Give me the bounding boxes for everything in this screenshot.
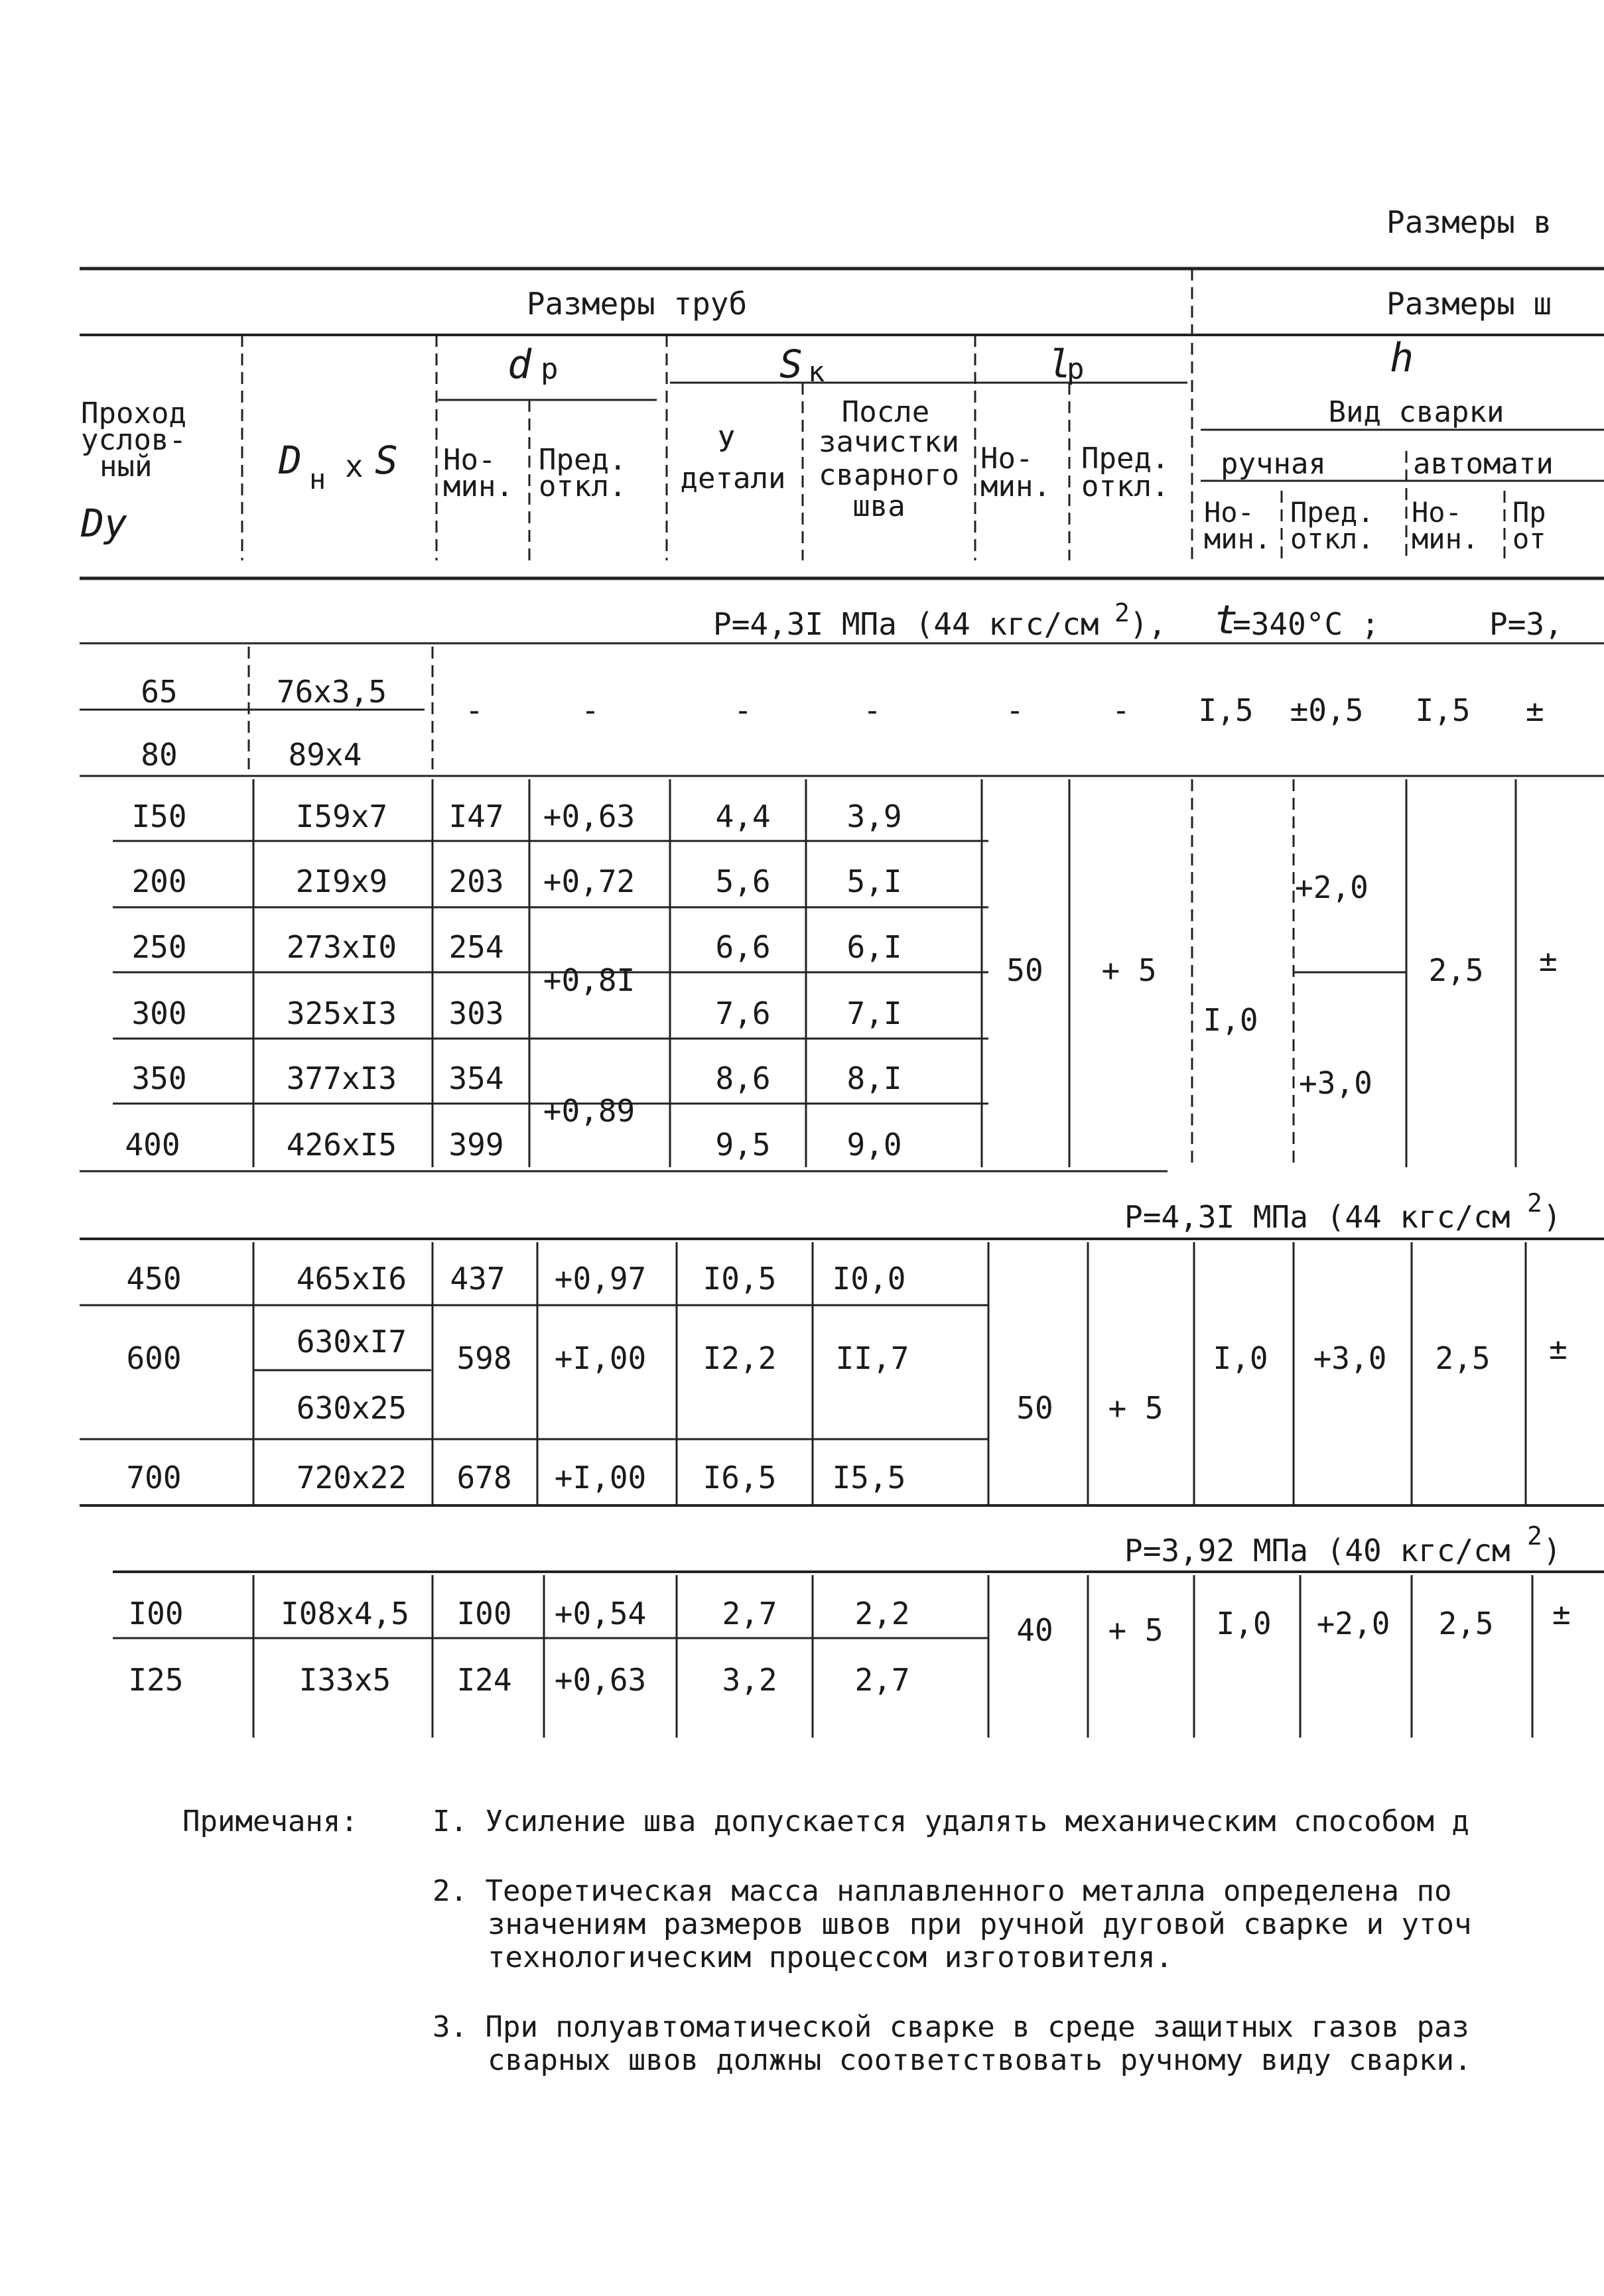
h-auto-nom-1-5: I,5 bbox=[1415, 692, 1471, 728]
s3-lp-pred-5: + 5 bbox=[1108, 1612, 1164, 1648]
dy-350: 350 bbox=[131, 1060, 187, 1096]
dn-108x4-5: I08x4,5 bbox=[281, 1596, 409, 1631]
s2-h-auto-nom-2-5: 2,5 bbox=[1435, 1340, 1491, 1376]
section2-sup: 2 bbox=[1527, 1188, 1542, 1218]
dy-200: 200 bbox=[131, 863, 187, 899]
section3-sup: 2 bbox=[1527, 1521, 1542, 1551]
dp-pred-dash: - bbox=[581, 692, 600, 728]
dy-250: 250 bbox=[131, 929, 187, 965]
col-dn-sub: н bbox=[309, 463, 326, 495]
dn-219x9: 2I9x9 bbox=[295, 863, 388, 899]
lp-nom-dash: - bbox=[1006, 692, 1024, 728]
h-auto-pred-l2: от bbox=[1512, 523, 1546, 555]
pred-0-54: +0,54 bbox=[554, 1596, 647, 1631]
dy-400: 400 bbox=[125, 1127, 180, 1163]
sk-after-2-2: 2,2 bbox=[854, 1596, 910, 1631]
section1-temp: =340°C ; bbox=[1233, 606, 1380, 642]
section3-rest: ) bbox=[1543, 1533, 1562, 1568]
dn-89x4: 89x4 bbox=[288, 737, 362, 773]
caption-dimensions: Размеры в bbox=[1386, 204, 1552, 240]
dy-125: I25 bbox=[128, 1662, 184, 1698]
h-manual-nom-l2: мин. bbox=[1204, 523, 1272, 555]
sk-after-l2: зачистки bbox=[819, 425, 959, 459]
sk-after-2-7: 2,7 bbox=[854, 1662, 910, 1698]
col-dy-line3: ный bbox=[100, 450, 153, 483]
sk-after-10-0: I0,0 bbox=[832, 1261, 906, 1297]
s3-h-auto-nom-2-5: 2,5 bbox=[1438, 1606, 1494, 1641]
section1-tail: P=3, bbox=[1489, 606, 1563, 642]
dn-630x25: 630x25 bbox=[296, 1390, 407, 1426]
dy-300: 300 bbox=[131, 995, 187, 1031]
sk-det-5-6: 5,6 bbox=[715, 863, 771, 899]
dp-598: 598 bbox=[456, 1340, 512, 1376]
dp-399: 399 bbox=[448, 1127, 504, 1163]
h-auto-nom-l1: Но- bbox=[1412, 496, 1462, 529]
h-nom-1-5: I,5 bbox=[1198, 692, 1254, 728]
dn-630x17: 630xI7 bbox=[296, 1324, 407, 1360]
h-auto-nom-l2: мин. bbox=[1412, 523, 1479, 555]
note-3-line1: 3. При полуавтоматической сварке в среде защитных газов раз bbox=[433, 2010, 1469, 2044]
dp-sub: p bbox=[541, 352, 559, 386]
dn-377x13: 377xI3 bbox=[286, 1060, 397, 1096]
s2-h-nom-1-0: I,0 bbox=[1213, 1340, 1268, 1376]
sk-after-l3: сварного bbox=[819, 458, 959, 492]
col-dn-x: x bbox=[345, 448, 364, 484]
sk-detail-l1: У bbox=[717, 425, 736, 459]
pred-0-81: +0,8I bbox=[543, 962, 635, 998]
sk-det-10-5: I0,5 bbox=[702, 1261, 777, 1297]
dp-pred-l1: Пред. bbox=[539, 443, 627, 477]
sk-detail-l2: детали bbox=[680, 462, 786, 495]
dy-700: 700 bbox=[126, 1460, 182, 1496]
h-auto-pred-pm: ± bbox=[1526, 692, 1544, 728]
dp-303: 303 bbox=[448, 995, 504, 1031]
sk-after-11-7: II,7 bbox=[835, 1340, 909, 1376]
s2-lp-pred-5: + 5 bbox=[1108, 1390, 1164, 1426]
dn-720x22: 720x22 bbox=[296, 1460, 407, 1496]
col-dy-line2: услов- bbox=[81, 423, 186, 457]
h-manual-nom-l1: Но- bbox=[1204, 496, 1254, 529]
sk-after-7-1: 7,I bbox=[846, 995, 902, 1031]
dy-450: 450 bbox=[126, 1261, 182, 1297]
h-auto-pred-l1: Пр bbox=[1512, 496, 1546, 529]
sk-after-5-1: 5,I bbox=[846, 863, 902, 899]
weld-auto: автомати bbox=[1413, 447, 1554, 481]
lp-nom-l1: Но- bbox=[980, 442, 1034, 476]
s3-lp-nom-40: 40 bbox=[1016, 1612, 1053, 1648]
sk-det-9-5: 9,5 bbox=[715, 1127, 771, 1163]
sk-after-l1: После bbox=[841, 395, 930, 429]
dp-pred-l2: откл. bbox=[539, 470, 627, 503]
pred-0-72: +0,72 bbox=[543, 863, 635, 899]
section1-sup: 2 bbox=[1114, 598, 1130, 627]
dp-124: I24 bbox=[456, 1662, 512, 1698]
h-pred-0-5: ±0,5 bbox=[1290, 692, 1364, 728]
h-manual-pred-l1: Пред. bbox=[1290, 496, 1374, 529]
pred-0-63-b: +0,63 bbox=[554, 1662, 647, 1698]
lp-pred-5: + 5 bbox=[1101, 952, 1157, 988]
pred-1-00-a: +I,00 bbox=[554, 1340, 647, 1376]
note-2-line1: 2. Теоретическая масса наплавленного металла определена по bbox=[433, 1874, 1452, 1908]
s2-h-pred-3-0: +3,0 bbox=[1313, 1340, 1387, 1376]
sk-after-9-0: 9,0 bbox=[846, 1127, 902, 1163]
dp-nom-l1: Но- bbox=[443, 443, 496, 477]
pred-0-97: +0,97 bbox=[554, 1261, 647, 1297]
h-auto-nom-2-5: 2,5 bbox=[1428, 952, 1484, 988]
sk-det-12-2: I2,2 bbox=[702, 1340, 777, 1376]
sk-after-dash: - bbox=[863, 692, 882, 728]
lp-nom-l2: мин. bbox=[980, 470, 1051, 503]
h-auto-pred-pm-2: ± bbox=[1539, 942, 1558, 978]
note-2-line2: значениям размеров швов при ручной дуговой сварке и уточ bbox=[488, 1907, 1472, 1941]
dp-437: 437 bbox=[450, 1261, 505, 1297]
dn-325x13: 325xI3 bbox=[286, 995, 397, 1031]
dp-nom-dash: - bbox=[465, 692, 484, 728]
dn-76x3-5: 76x3,5 bbox=[276, 674, 387, 710]
dp-100: I00 bbox=[456, 1596, 512, 1631]
note-3-line2: сварных швов должны соответствовать ручному виду сварки. bbox=[488, 2043, 1472, 2077]
notes-label: Примечаня: bbox=[182, 1805, 358, 1838]
sk-det-2-7: 2,7 bbox=[722, 1596, 777, 1631]
dp-678: 678 bbox=[456, 1460, 512, 1496]
dp-254: 254 bbox=[448, 929, 504, 965]
sk-det-7-6: 7,6 bbox=[715, 995, 771, 1031]
sk-det-8-6: 8,6 bbox=[715, 1060, 771, 1096]
sk-symbol: S bbox=[779, 342, 803, 387]
dp-147: I47 bbox=[448, 798, 504, 834]
col-dy-symbol: Dy bbox=[81, 501, 127, 546]
sk-det-16-5: I6,5 bbox=[702, 1460, 777, 1496]
dp-203: 203 bbox=[448, 863, 504, 899]
lp-pred-dash: - bbox=[1112, 692, 1130, 728]
lp-pred-l1: Пред. bbox=[1081, 442, 1170, 476]
pred-1-00-b: +I,00 bbox=[554, 1460, 647, 1496]
sk-after-6-1: 6,I bbox=[846, 929, 902, 965]
col-dy-line1: Проход bbox=[81, 397, 186, 430]
dn-273x10: 273xI0 bbox=[286, 929, 397, 965]
s3-h-nom-1-0: I,0 bbox=[1216, 1606, 1272, 1641]
sk-det-4-4: 4,4 bbox=[715, 798, 771, 834]
note-2-line3: технологическим процессом изготовителя. bbox=[488, 1941, 1173, 1974]
lp-nom-50: 50 bbox=[1006, 952, 1043, 988]
sk-after-15-5: I5,5 bbox=[832, 1460, 906, 1496]
section1-pressure: P=4,3I МПа (44 кгс/см bbox=[713, 606, 1099, 642]
lp-symbol: l bbox=[1048, 342, 1071, 387]
lp-pred-l2: откл. bbox=[1081, 470, 1170, 503]
section2-pressure: P=4,3I МПа (44 кгс/см bbox=[1124, 1199, 1510, 1235]
dn-133x5: I33x5 bbox=[299, 1662, 391, 1698]
sk-sub: к bbox=[808, 355, 825, 388]
weld-manual: ручная bbox=[1221, 447, 1326, 481]
sk-after-3-9: 3,9 bbox=[846, 798, 902, 834]
sk-after-l4: шва bbox=[852, 489, 905, 523]
dn-159x7: I59x7 bbox=[295, 798, 388, 834]
dy-100: I00 bbox=[128, 1596, 184, 1631]
sk-det-dash: - bbox=[734, 692, 752, 728]
h-manual-pred-l2: откл. bbox=[1290, 523, 1374, 555]
pipes-group-header: Размеры труб bbox=[526, 286, 748, 322]
dp-symbol: d bbox=[507, 342, 532, 388]
section3-pressure: P=3,92 МПа (40 кгс/см bbox=[1124, 1533, 1510, 1568]
dy-600: 600 bbox=[126, 1340, 182, 1376]
section2-rest: ) bbox=[1543, 1199, 1562, 1235]
col-dn-S: S bbox=[375, 438, 398, 483]
lp-sub: p bbox=[1067, 352, 1085, 386]
section1-rest: ), bbox=[1130, 606, 1167, 642]
sk-det-6-6: 6,6 bbox=[715, 929, 771, 965]
s2-h-auto-pred-pm: ± bbox=[1549, 1330, 1568, 1366]
dy-80: 80 bbox=[141, 737, 178, 773]
sk-det-3-2: 3,2 bbox=[722, 1662, 777, 1698]
dp-354: 354 bbox=[448, 1060, 504, 1096]
h-pred-2-0: +2,0 bbox=[1295, 869, 1369, 905]
section1-t-symbol: t bbox=[1214, 597, 1238, 643]
weld-type-header: Вид сварки bbox=[1328, 395, 1504, 429]
h-nom-1-0: I,0 bbox=[1203, 1002, 1258, 1038]
h-pred-3-0: +3,0 bbox=[1299, 1065, 1372, 1101]
s3-h-auto-pred-pm: ± bbox=[1552, 1596, 1571, 1631]
col-dn-D: D bbox=[279, 438, 302, 483]
dp-nom-l2: мин. bbox=[443, 470, 513, 503]
pred-0-63: +0,63 bbox=[543, 798, 635, 834]
pred-0-89: +0,89 bbox=[543, 1093, 635, 1129]
note-1: I. Усиление шва допускается удалять механическим способом д bbox=[433, 1805, 1469, 1838]
dy-65: 65 bbox=[141, 674, 178, 710]
s2-lp-nom-50: 50 bbox=[1016, 1390, 1053, 1426]
welds-group-header: Размеры ш bbox=[1386, 286, 1552, 322]
s3-h-pred-2-0: +2,0 bbox=[1316, 1606, 1390, 1641]
dn-465x16: 465xI6 bbox=[296, 1261, 407, 1297]
dn-426x15: 426xI5 bbox=[286, 1127, 397, 1163]
h-symbol: h bbox=[1390, 335, 1414, 381]
sk-after-8-1: 8,I bbox=[846, 1060, 902, 1096]
dy-150: I50 bbox=[131, 798, 187, 834]
